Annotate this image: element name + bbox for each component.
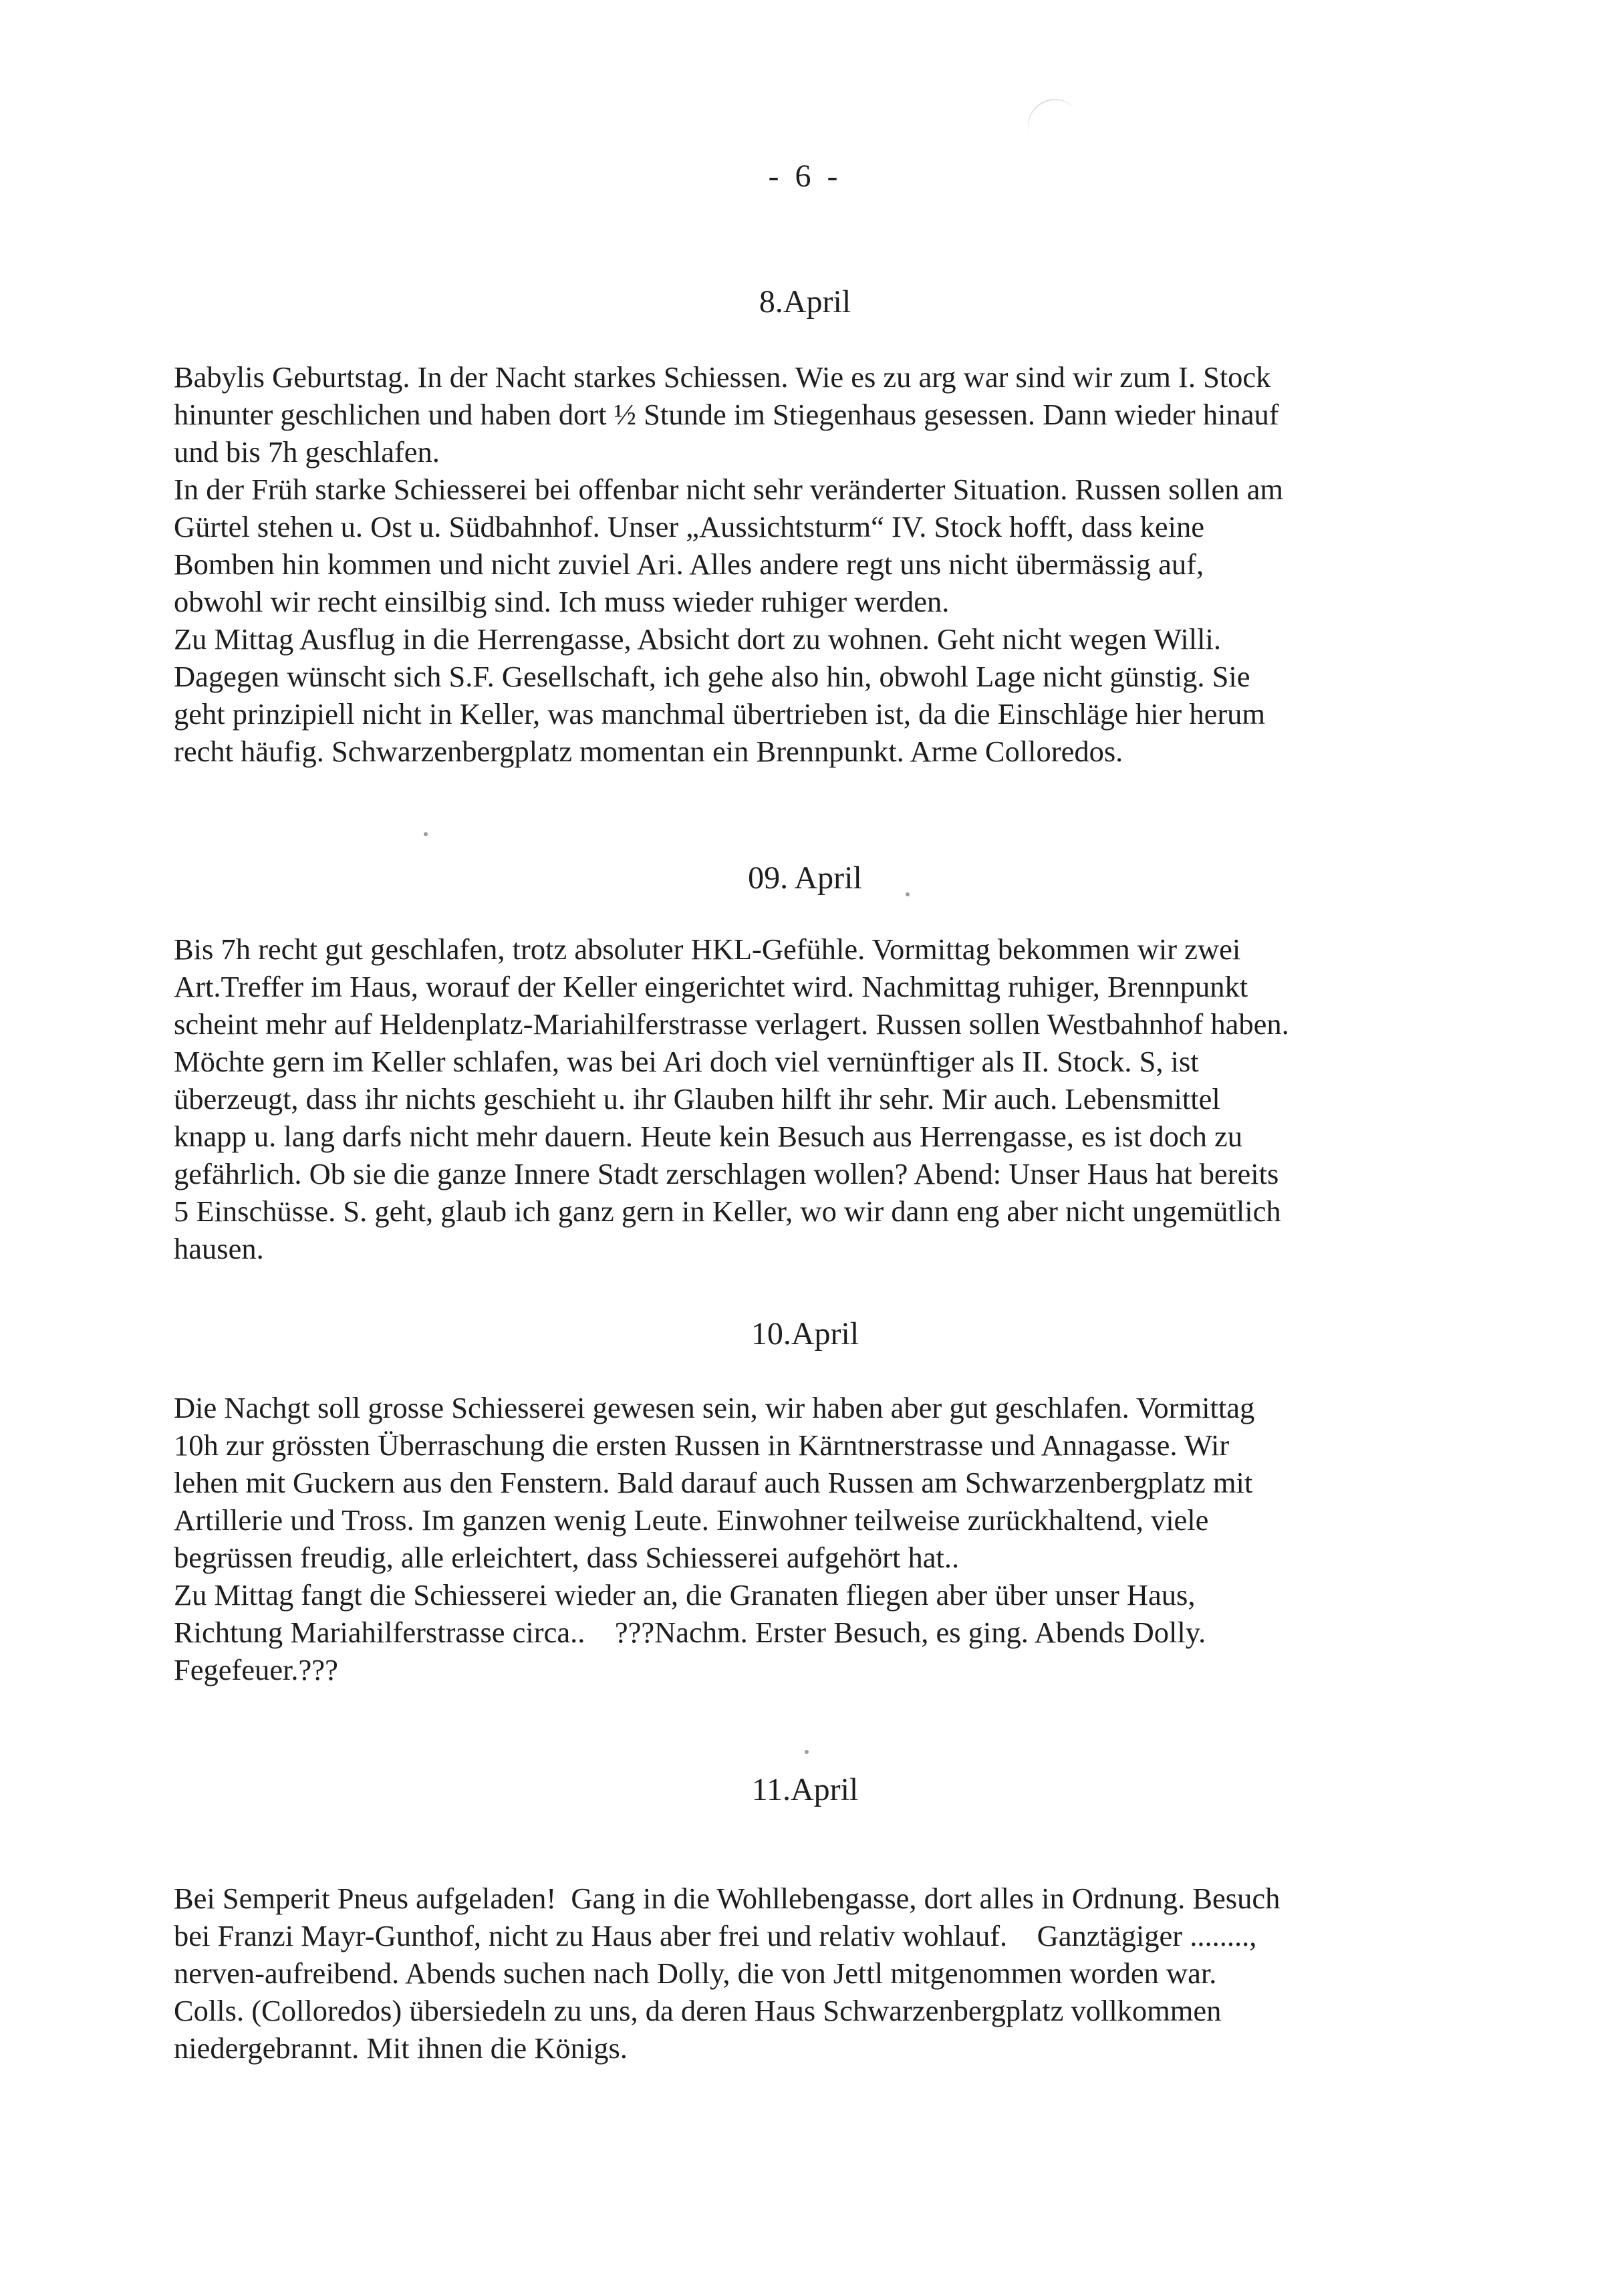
- text-line: Die Nachgt soll grosse Schiesserei gewesen sein, wir haben aber gut geschlafen. Vormittag: [174, 1391, 1255, 1424]
- text-line: Art.Treffer im Haus, worauf der Keller eingerichtet wird. Nachmittag ruhiger, Brennpunkt: [174, 970, 1248, 1003]
- entry-date: 09. April: [748, 860, 862, 896]
- entry-date: 11.April: [751, 1772, 859, 1807]
- entry-body: [174, 1880, 1444, 2067]
- text-line: 10h zur grössten Überraschung die ersten Russen in Kärntnerstrasse und Annagasse. Wir: [174, 1428, 1230, 1462]
- text-line: Fegefeuer.???: [174, 1653, 338, 1686]
- scan-artifact: [1019, 90, 1079, 138]
- text-line: Zu Mittag fangt die Schiesserei wieder an, die Granaten fliegen aber über unser Haus,: [174, 1578, 1196, 1612]
- text-line: recht häufig. Schwarzenbergplatz momentan ein Brennpunkt. Arme Colloredos.: [174, 735, 1123, 768]
- text-line: nerven-aufreibend. Abends suchen nach Dolly, die von Jettl mitgenommen worden war.: [174, 1956, 1217, 1990]
- page-number: - 6 -: [768, 158, 842, 194]
- text-line: obwohl wir recht einsilbig sind. Ich muss wieder ruhiger werden.: [174, 585, 950, 618]
- text-line: geht prinzipiell nicht in Keller, was manchmal übertrieben ist, da die Einschläge hier herum: [174, 697, 1266, 731]
- text-line: Möchte gern im Keller schlafen, was bei Ari doch viel vernünftiger als II. Stock. S, ist: [174, 1045, 1199, 1078]
- scan-speck: [805, 1750, 809, 1754]
- text-line: begrüssen freudig, alle erleichtert, dass Schiesserei aufgehört hat..: [174, 1541, 960, 1574]
- text-line: In der Früh starke Schiesserei bei offenbar nicht sehr veränderter Situation. Russen sollen am: [174, 473, 1284, 506]
- text-line: und bis 7h geschlafen.: [174, 435, 440, 469]
- text-line: Artillerie und Tross. Im ganzen wenig Leute. Einwohner teilweise zurückhaltend, viele: [174, 1503, 1209, 1537]
- text-line: niedergebrannt. Mit ihnen die Königs.: [174, 2031, 628, 2065]
- text-line: Richtung Mariahilferstrasse circa.. ???Nachm. Erster Besuch, es ging. Abends Dolly.: [174, 1616, 1206, 1649]
- text-line: Zu Mittag Ausflug in die Herrengasse, Absicht dort zu wohnen. Geht nicht wegen Willi.: [174, 622, 1221, 656]
- text-line: gefährlich. Ob sie die ganze Innere Stadt zerschlagen wollen? Abend: Unser Haus hat bereits: [174, 1157, 1279, 1190]
- entry-body: [174, 1389, 1444, 1688]
- entry-body: [174, 930, 1444, 1267]
- text-line: überzeugt, dass ihr nichts geschieht u. ihr Glauben hilft ihr sehr. Mir auch. Lebensmittel: [174, 1082, 1220, 1116]
- text-line: Bis 7h recht gut geschlafen, trotz absoluter HKL-Gefühle. Vormittag bekommen wir zwei: [174, 932, 1241, 966]
- scan-speck: [906, 892, 910, 896]
- entry-date: 10.April: [751, 1316, 859, 1352]
- text-line: knapp u. lang darfs nicht mehr dauern. Heute kein Besuch aus Herrengasse, es ist doch zu: [174, 1120, 1243, 1153]
- text-line: Gürtel stehen u. Ost u. Südbahnhof. Unser „Aussichtsturm“ IV. Stock hofft, dass keine: [174, 510, 1205, 543]
- text-line: Dagegen wünscht sich S.F. Gesellschaft, ich gehe also hin, obwohl Lage nicht günstig. Sie: [174, 660, 1250, 693]
- scan-speck: [424, 832, 428, 836]
- text-line: Babylis Geburtstag. In der Nacht starkes Schiessen. Wie es zu arg war sind wir zum I. Stock: [174, 360, 1271, 394]
- text-line: Colls. (Colloredos) übersiedeln zu uns, da deren Haus Schwarzenbergplatz vollkommen: [174, 1994, 1222, 2027]
- text-line: bei Franzi Mayr-Gunthof, nicht zu Haus aber frei und relativ wohlauf. Ganztägiger ........,: [174, 1919, 1257, 1952]
- text-line: hausen.: [174, 1232, 264, 1265]
- text-line: lehen mit Guckern aus den Fenstern. Bald darauf auch Russen am Schwarzenbergplatz mit: [174, 1466, 1253, 1499]
- text-line: hinunter geschlichen und haben dort ½ Stunde im Stiegenhaus gesessen. Dann wieder hinauf: [174, 398, 1279, 431]
- text-line: Bomben hin kommen und nicht zuviel Ari. Alles andere regt uns nicht übermässig auf,: [174, 547, 1204, 581]
- text-line: Bei Semperit Pneus aufgeladen! Gang in die Wohllebengasse, dort alles in Ordnung. Besuch: [174, 1882, 1281, 1915]
- text-line: 5 Einschüsse. S. geht, glaub ich ganz gern in Keller, wo wir dann eng aber nicht ungemütlich: [174, 1194, 1281, 1228]
- text-line: scheint mehr auf Heldenplatz-Mariahilferstrasse verlagert. Russen sollen Westbahnhof haben.: [174, 1007, 1289, 1041]
- entry-date: 8.April: [759, 284, 851, 320]
- entry-body: [174, 358, 1444, 770]
